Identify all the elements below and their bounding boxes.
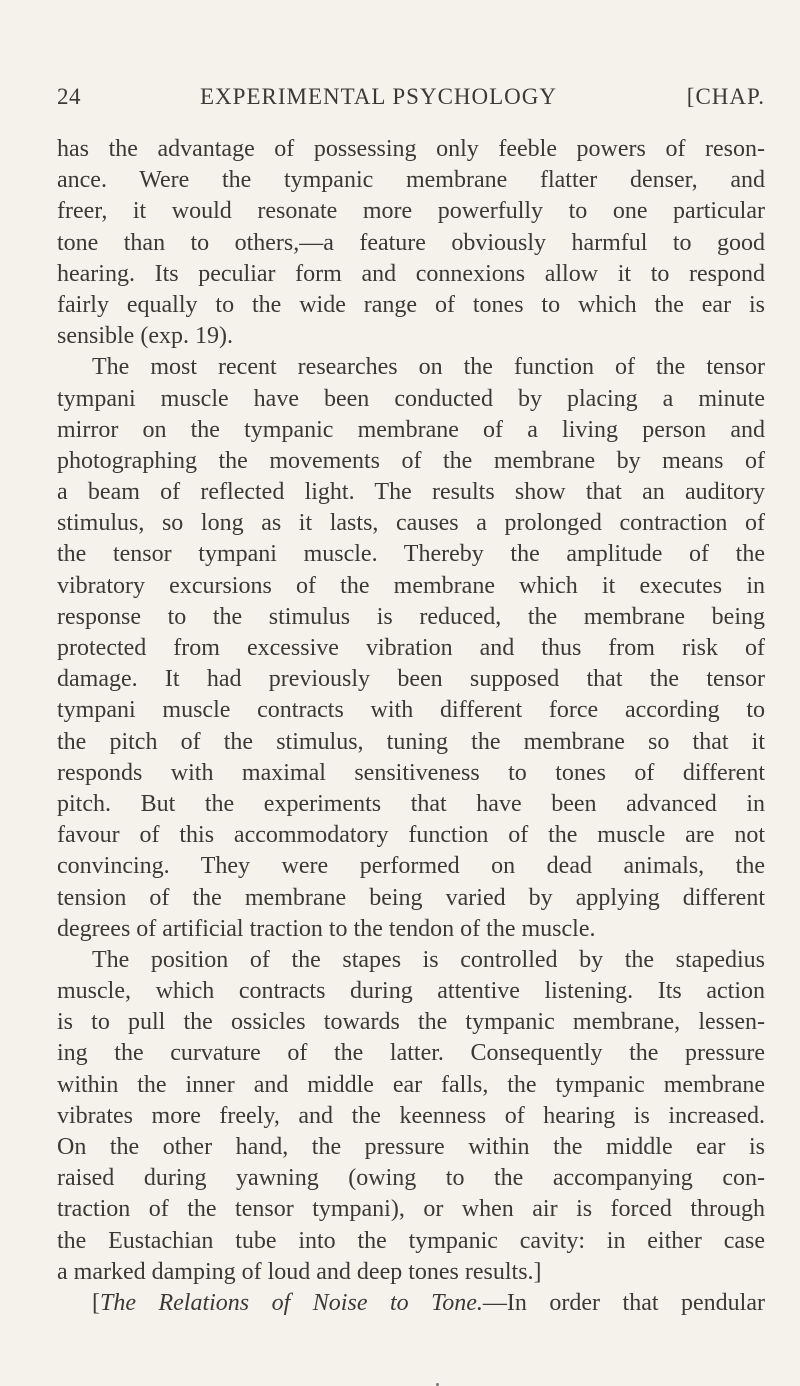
page-number: 24 [57, 84, 81, 109]
text-line: On the other hand, the pressure within the middle ear is [57, 1134, 765, 1160]
text-line: protected from excessive vibration and thus from risk of [57, 635, 765, 661]
text-line: muscle, which contracts during attentive listening. Its action [57, 978, 765, 1005]
text-line: a beam of reflected light. The results show that an auditory [57, 479, 765, 506]
text-line: pitch. But the experiments that have been advanced in [57, 790, 765, 817]
text-line: raised during yawning (owing to the accompanying con- [57, 1165, 765, 1192]
text-line: favour of this accommodatory function of the muscle are not [57, 822, 765, 849]
text-line: has the advantage of possessing only feeble powers of reson- [57, 136, 765, 162]
text-line: degrees of artificial traction to the tendon of the muscle. [57, 915, 596, 942]
text-line: response to the stimulus is reduced, the membrane being [57, 603, 765, 630]
text-line: photographing the movements of the membrane by means of [57, 447, 765, 474]
running-header [57, 84, 765, 116]
text-rest: —In order that pendular [482, 1289, 765, 1316]
body-text [57, 134, 765, 1319]
text-line: tympani muscle contracts with different force according to [57, 697, 765, 724]
text-line: tension of the membrane being varied by applying different [57, 884, 765, 911]
text-line: fairly equally to the wide range of tones to which the ear is [57, 291, 765, 318]
text-line: vibratory excursions of the membrane which it executes in [57, 572, 765, 599]
text-line: freer, it would resonate more powerfully to one particular [57, 198, 765, 225]
text-line: the pitch of the stimulus, tuning the membrane so that it [57, 728, 765, 755]
running-title: EXPERIMENTAL PSYCHOLOGY [200, 84, 558, 109]
text-line: mirror on the tympanic membrane of a living person and [57, 416, 765, 443]
text-line: a marked damping of loud and deep tones results.] [57, 1258, 542, 1285]
text-line: tympani muscle have been conducted by placing a minute [57, 385, 765, 412]
chapter-marker: [CHAP. [686, 84, 765, 109]
text-line: ance. Were the tympanic membrane flatter denser, and [57, 167, 765, 194]
text-line: vibrates more freely, and the keenness of hearing is increased. [57, 1102, 765, 1129]
text-line: The position of the stapes is controlled by the stapedius [92, 946, 765, 973]
text-line: the Eustachian tube into the tympanic cavity: in either case [57, 1227, 765, 1254]
text-line: hearing. Its peculiar form and connexions allow it to respond [57, 260, 765, 287]
text-line: convincing. They were performed on dead animals, the [57, 853, 765, 880]
text-line: within the inner and middle ear falls, the tympanic membrane [57, 1071, 765, 1098]
text-line: traction of the tensor tympani), or when air is forced through [57, 1196, 765, 1223]
text-line: is to pull the ossicles towards the tympanic membrane, lessen- [57, 1009, 765, 1036]
text-line: tone than to others,—a feature obviously harmful to good [57, 229, 765, 256]
text-line: sensible (exp. 19). [57, 323, 233, 350]
text-line: the tensor tympani muscle. Thereby the amplitude of the [57, 541, 765, 568]
text-line: responds with maximal sensitiveness to tones of different [57, 759, 765, 786]
bracket: [ [92, 1289, 100, 1316]
text-line: damage. It had previously been supposed that the tensor [57, 666, 765, 693]
section-title: The Relations of Noise to Tone. [100, 1289, 483, 1316]
text-line: stimulus, so long as it lasts, causes a prolonged contraction of [57, 510, 765, 537]
text-line: The most recent researches on the function of the tensor [92, 354, 765, 381]
text-line-final [57, 1288, 765, 1319]
text-line: ing the curvature of the latter. Consequently the pressure [57, 1040, 765, 1067]
